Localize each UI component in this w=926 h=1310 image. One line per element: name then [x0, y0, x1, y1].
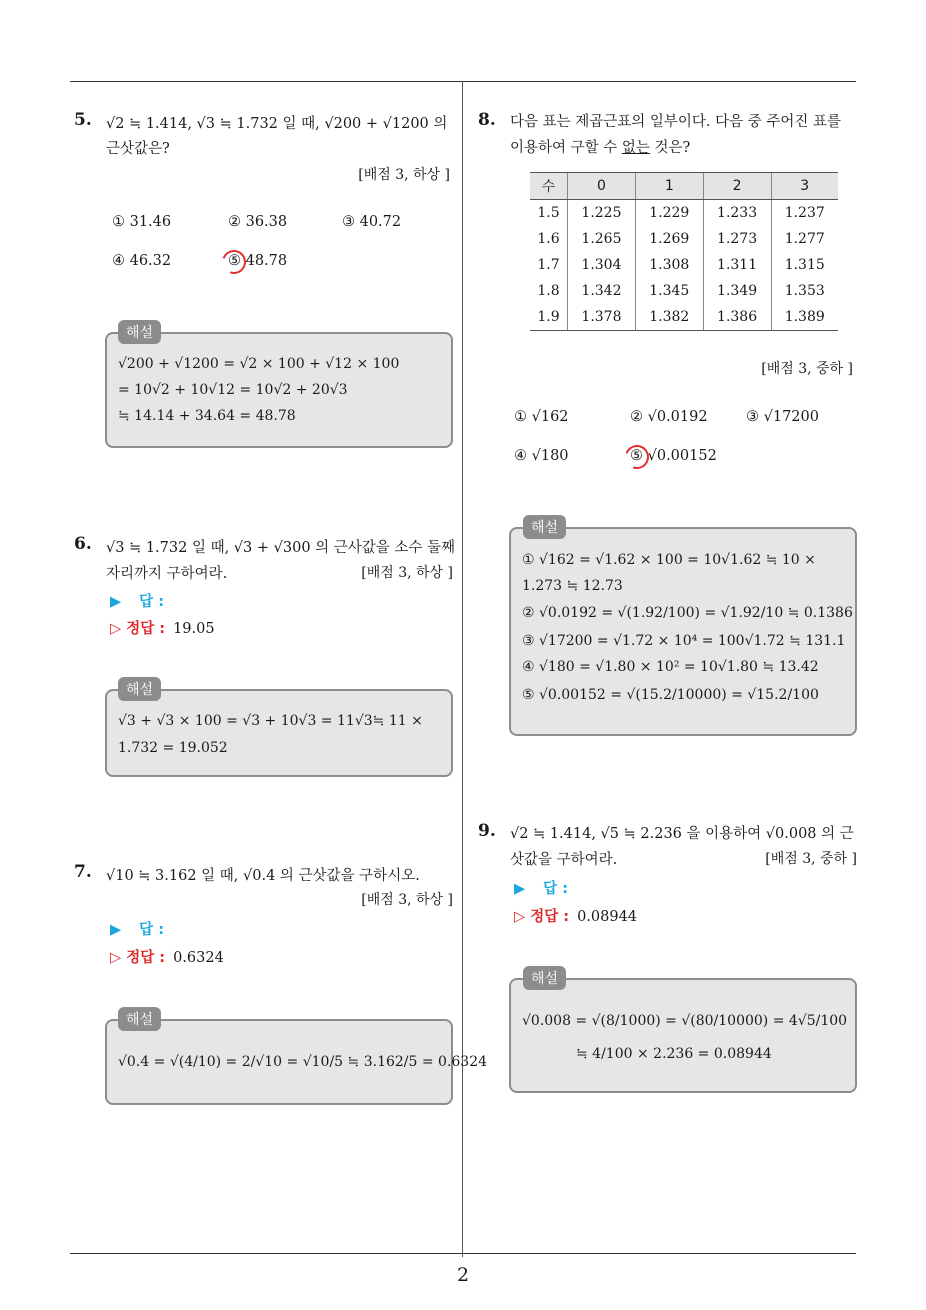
table-cell: 1.308	[635, 252, 703, 278]
selected-answer-circle-icon	[218, 246, 250, 278]
table-header: 0	[568, 173, 636, 200]
question-text-part: 것은?	[649, 140, 691, 156]
solution-line: √0.4 = √(4/10) = 2/√10 = √10/5 ≒ 3.162/5 = 0.6324	[118, 1054, 488, 1070]
correct-answer-value: 0.08944	[577, 909, 638, 925]
correct-answer-value: 19.05	[173, 621, 215, 637]
play-arrow-icon: ▶	[110, 922, 122, 938]
correct-answer	[514, 905, 637, 926]
question-number: 9.	[478, 821, 496, 841]
table-header-row	[530, 173, 838, 200]
table-cell: 1.265	[568, 226, 636, 252]
solution-line: 1.732 = 19.052	[118, 740, 228, 756]
solution-line: ② √0.0192 = √(1.92/100) = √1.92/10 ≒ 0.1386	[522, 605, 853, 621]
choice-4[interactable]: ④ 46.32	[112, 253, 172, 269]
solution-tag: 해설	[523, 966, 566, 990]
solution-tag: 해설	[523, 515, 566, 539]
correct-answer-label: ▷ 정답 :	[514, 909, 570, 925]
choice-5[interactable]: ⑤ 48.78	[228, 253, 288, 269]
answer-prompt-label: 답 :	[543, 881, 569, 897]
table-header: 수	[530, 173, 568, 200]
table-cell: 1.311	[703, 252, 771, 278]
solution-line: ④ √180 = √1.80 × 10² = 10√1.80 ≒ 13.42	[522, 659, 819, 675]
table-cell: 1.273	[703, 226, 771, 252]
table-cell: 1.269	[635, 226, 703, 252]
table-cell: 1.386	[703, 304, 771, 331]
question-number: 5.	[74, 110, 92, 130]
solution-line: ① √162 = √1.62 × 100 = 10√1.62 ≒ 10 ×	[522, 552, 816, 568]
selected-answer-circle-icon	[621, 441, 653, 473]
table-cell: 1.233	[703, 200, 771, 227]
question-text-part: 이용하여 구할 수	[510, 140, 622, 156]
choice-3[interactable]: ③ √17200	[746, 409, 819, 425]
solution-line: ⑤ √0.00152 = √(15.2/10000) = √15.2/100	[522, 687, 819, 703]
question-number: 8.	[478, 110, 496, 130]
choice-1[interactable]: ① √162	[514, 409, 569, 425]
solution-line: ≒ 4/100 × 2.236 = 0.08944	[576, 1046, 772, 1062]
table-cell: 1.225	[568, 200, 636, 227]
choice-4[interactable]: ④ √180	[514, 448, 569, 464]
table-cell: 1.304	[568, 252, 636, 278]
table-cell: 1.229	[635, 200, 703, 227]
table-cell: 1.353	[771, 278, 838, 304]
square-root-table	[530, 172, 838, 331]
play-arrow-icon: ▶	[110, 594, 122, 610]
table-header: 3	[771, 173, 838, 200]
table-row	[530, 304, 838, 331]
solution-tag: 해설	[118, 1007, 161, 1031]
question-text: √10 ≒ 3.162 일 때, √0.4 의 근삿값을 구하시오.	[106, 868, 420, 884]
question-text-underlined: 없는	[621, 140, 650, 156]
question-text: 다음 표는 제곱근표의 일부이다. 다음 중 주어진 표를	[510, 114, 842, 130]
table-cell: 1.389	[771, 304, 838, 331]
score-difficulty: [배점 3, 하상 ]	[361, 892, 453, 908]
play-arrow-icon: ▶	[514, 881, 526, 897]
choice-2[interactable]: ② 36.38	[228, 214, 288, 230]
table-cell: 1.6	[537, 231, 560, 247]
question-text: √2 ≒ 1.414, √5 ≒ 2.236 을 이용하여 √0.008 의 근	[510, 826, 854, 842]
solution-box	[105, 689, 453, 777]
solution-line: = 10√2 + 10√12 = 10√2 + 20√3	[118, 382, 348, 398]
top-rule	[70, 81, 856, 82]
bottom-rule	[70, 1253, 856, 1254]
answer-prompt-label: 답 :	[139, 594, 165, 610]
table-cell: 1.7	[537, 257, 560, 273]
table-row	[530, 200, 838, 227]
table-header: 1	[635, 173, 703, 200]
correct-answer-label: ▷ 정답 :	[110, 621, 166, 637]
question-text: 자리까지 구하여라.	[106, 566, 228, 582]
table-cell: 1.349	[703, 278, 771, 304]
table-row	[530, 252, 838, 278]
answer-prompt[interactable]	[110, 590, 164, 611]
score-difficulty: [배점 3, 중하 ]	[761, 361, 853, 377]
choice-3[interactable]: ③ 40.72	[342, 214, 402, 230]
answer-prompt[interactable]	[514, 877, 568, 898]
answer-prompt[interactable]	[110, 918, 164, 939]
table-cell: 1.342	[568, 278, 636, 304]
choice-2[interactable]: ② √0.0192	[630, 409, 708, 425]
correct-answer-label: ▷ 정답 :	[110, 950, 166, 966]
table-cell: 1.5	[537, 205, 560, 221]
table-cell: 1.382	[635, 304, 703, 331]
question-text: √2 ≒ 1.414, √3 ≒ 1.732 일 때, √200 + √1200 의	[106, 116, 448, 132]
page-number: 2	[456, 1264, 470, 1286]
question-text: √3 ≒ 1.732 일 때, √3 + √300 의 근사값을 소수 둘째	[106, 540, 456, 556]
column-divider	[462, 81, 463, 1257]
table-cell: 1.315	[771, 252, 838, 278]
correct-answer-value: 0.6324	[173, 950, 224, 966]
choice-5[interactable]: ⑤ √0.00152	[630, 448, 717, 464]
solution-box	[509, 978, 857, 1093]
score-difficulty: [배점 3, 하상 ]	[358, 167, 450, 183]
table-cell: 1.345	[635, 278, 703, 304]
solution-line: √200 + √1200 = √2 × 100 + √12 × 100	[118, 356, 400, 372]
score-difficulty: [배점 3, 하상 ]	[361, 565, 453, 581]
table-row	[530, 278, 838, 304]
solution-tag: 해설	[118, 677, 161, 701]
table-cell: 1.378	[568, 304, 636, 331]
table-cell: 1.8	[537, 283, 560, 299]
question-number: 7.	[74, 862, 92, 882]
table-header: 2	[703, 173, 771, 200]
table-cell: 1.9	[530, 304, 568, 331]
score-difficulty: [배점 3, 중하 ]	[765, 851, 857, 867]
choice-1[interactable]: ① 31.46	[112, 214, 172, 230]
answer-prompt-label: 답 :	[139, 922, 165, 938]
correct-answer	[110, 617, 215, 638]
solution-line: ③ √17200 = √1.72 × 10⁴ = 100√1.72 ≒ 131.1	[522, 633, 846, 649]
question-number: 6.	[74, 534, 92, 554]
table-cell: 1.277	[771, 226, 838, 252]
question-text: 삿값을 구하여라.	[510, 852, 618, 868]
solution-line: √3 + √3 × 100 = √3 + 10√3 = 11√3≒ 11 ×	[118, 713, 423, 729]
question-text: 근삿값은?	[106, 141, 170, 157]
solution-tag: 해설	[118, 320, 161, 344]
correct-answer	[110, 946, 224, 967]
solution-line: 1.273 ≒ 12.73	[522, 578, 623, 594]
solution-line: √0.008 = √(8/1000) = √(80/10000) = 4√5/100	[522, 1013, 848, 1029]
solution-line: ≒ 14.14 + 34.64 = 48.78	[118, 408, 296, 424]
table-row	[530, 226, 838, 252]
table-cell: 1.237	[771, 200, 838, 227]
question-text	[510, 136, 690, 157]
